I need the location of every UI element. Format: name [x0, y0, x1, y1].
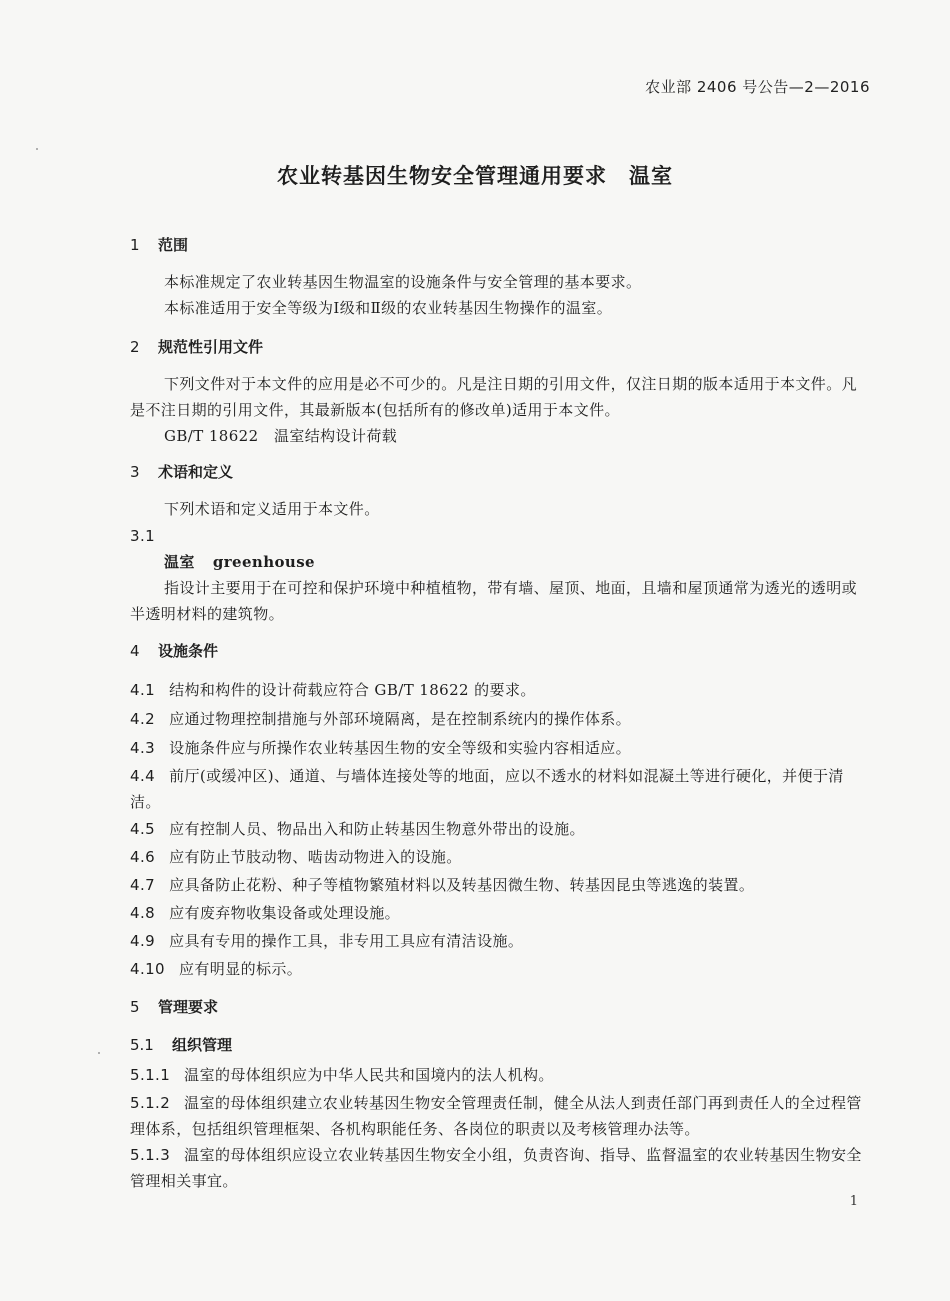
clause-5-1-2: 5.1.2 温室的母体组织建立农业转基因生物安全管理责任制，健全从法人到责任部门再到责任人的全过程管理体系，包括组织管理框架、各机构职能任务、各岗位的职责以及考核管理办法等。 — [130, 1094, 862, 1138]
section-3-heading — [130, 461, 233, 482]
scan-speck — [98, 1052, 100, 1054]
clause-5-1-3: 5.1.3 温室的母体组织应设立农业转基因生物安全小组，负责咨询、指导、监督温室的农业转基因生物安全管理相关事宜。 — [130, 1146, 862, 1190]
clause-4-8: 4.8 应有废弃物收集设备或处理设施。 — [130, 904, 401, 922]
section-title: 设施条件 — [158, 642, 219, 660]
section-3-paragraph: 下列术语和定义适用于本文件。 — [164, 500, 380, 518]
section-title: 规范性引用文件 — [158, 338, 264, 356]
section-number: 2 — [130, 338, 140, 356]
section-title: 术语和定义 — [158, 463, 234, 481]
clause-5-1-1: 5.1.1 温室的母体组织应为中华人民共和国境内的法人机构。 — [130, 1066, 554, 1084]
clause-4-1: 4.1 结构和构件的设计荷载应符合 GB/T 18622 的要求。 — [130, 681, 536, 699]
section-5-heading — [130, 996, 218, 1017]
clause-number: 3.1 — [130, 527, 156, 545]
clause-4-4: 4.4 前厅(或缓冲区)、通道、与墙体连接处等的地面，应以不透水的材料如混凝土等进行硬化，并便于清洁。 — [130, 767, 844, 811]
subsection-5-1-heading — [130, 1034, 232, 1055]
clause-4-6: 4.6 应有防止节肢动物、啮齿动物进入的设施。 — [130, 848, 462, 866]
normative-reference: GB/T 18622 温室结构设计荷载 — [164, 427, 398, 445]
term-chinese: 温室 — [164, 553, 195, 571]
section-title: 管理要求 — [158, 998, 219, 1016]
section-2-heading — [130, 336, 263, 357]
scan-speck — [36, 148, 38, 150]
term-number — [130, 523, 868, 549]
section-number: 4 — [130, 642, 140, 660]
section-number: 5 — [130, 998, 140, 1016]
section-1-heading — [130, 234, 188, 255]
subsection-number: 5.1 — [130, 1036, 154, 1054]
section-1-paragraph-2: 本标准适用于安全等级为Ⅰ级和Ⅱ级的农业转基因生物操作的温室。 — [164, 299, 613, 317]
document-title: 农业转基因生物安全管理通用要求 温室 — [277, 164, 673, 188]
page-number: 1 — [849, 1194, 858, 1209]
clause-4-9: 4.9 应具有专用的操作工具，非专用工具应有清洁设施。 — [130, 932, 524, 950]
clause-4-7: 4.7 应具备防止花粉、种子等植物繁殖材料以及转基因微生物、转基因昆虫等逃逸的装置。 — [130, 876, 755, 894]
term-entry — [130, 549, 868, 575]
clause-4-3: 4.3 设施条件应与所操作农业转基因生物的安全等级和实验内容相适应。 — [130, 739, 632, 757]
clause-4-5: 4.5 应有控制人员、物品出入和防止转基因生物意外带出的设施。 — [130, 820, 585, 838]
section-2-paragraph: 下列文件对于本文件的应用是必不可少的。凡是注日期的引用文件，仅注日期的版本适用于本文件。凡是不注日期的引用文件，其最新版本(包括所有的修改单)适用于本文件。 — [130, 375, 858, 419]
section-4-heading — [130, 640, 218, 661]
section-number: 1 — [130, 236, 140, 254]
section-title: 范围 — [158, 236, 189, 254]
document-code: 农业部 2406 号公告—2—2016 — [645, 78, 870, 96]
term-english: greenhouse — [212, 553, 316, 571]
section-number: 3 — [130, 463, 140, 481]
subsection-title: 组织管理 — [172, 1036, 233, 1054]
clause-4-2: 4.2 应通过物理控制措施与外部环境隔离，是在控制系统内的操作体系。 — [130, 710, 632, 728]
term-definition: 指设计主要用于在可控和保护环境中种植植物，带有墙、屋顶、地面，且墙和屋顶通常为透光的透明或半透明材料的建筑物。 — [130, 579, 858, 623]
section-1-paragraph-1: 本标准规定了农业转基因生物温室的设施条件与安全管理的基本要求。 — [164, 273, 642, 291]
clause-4-10: 4.10 应有明显的标示。 — [130, 960, 303, 978]
